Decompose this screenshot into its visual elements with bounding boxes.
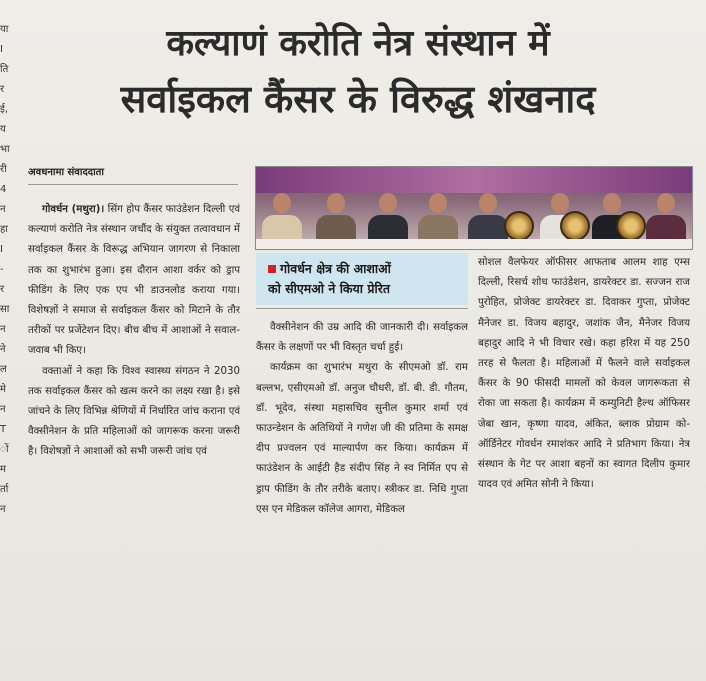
headline-line-2: सर्वाइकल कैंसर के विरुद्ध शंखनाद bbox=[120, 77, 596, 121]
fragment-text: ल bbox=[0, 364, 7, 375]
fragment-text: ति bbox=[0, 64, 9, 75]
adjacent-column-fragment bbox=[0, 20, 14, 660]
paragraph: वैक्सीनेशन की उम्र आदि की जानकारी दी। सर्वाइकल कैंसर के लक्षणों पर भी विस्तृत चर्चा हुई। bbox=[256, 322, 468, 354]
subheading-line-2: को सीएमओ ने किया प्रेरित bbox=[268, 281, 390, 296]
fragment-text: सा bbox=[0, 304, 10, 315]
subheading-box bbox=[256, 253, 468, 305]
fragment-text: या bbox=[0, 24, 9, 35]
fragment-text: र bbox=[0, 284, 5, 295]
fragment-text: री bbox=[0, 164, 7, 175]
event-photo bbox=[255, 166, 693, 250]
fragment-text: I bbox=[0, 44, 3, 55]
fragment-text: न bbox=[0, 404, 6, 415]
subheading-line-1: गोवर्धन क्षेत्र की आशाओं bbox=[280, 261, 391, 276]
award-plaque bbox=[560, 211, 590, 241]
stage-table bbox=[256, 239, 692, 249]
paragraph: सिंग होप कैंसर फाउंडेशन दिल्ली एवं कल्याणं करोति नेत्र संस्थान जचौंद के संयुक्त तत्वावधान में सर्वाइकल कैंसर के विरूद्ध अभियान जागरण से निकाला तक का शुभारंभ हुआ। इस दौरान आशा वर्कर को ड्राप फीडिंग के लिए एक एप भी डाउनलोड कराया गया। विशेषज्ञों ने समाज से सर्वाइकल कैंसर को मिटाने के तौर तरीकों पर प्रजेंटेशन दिए। बीच बीच में आशाओं ने सवाल-जवाब भी किए। bbox=[28, 204, 240, 357]
fragment-text: य bbox=[0, 124, 6, 135]
fragment-text: र्ता bbox=[0, 484, 9, 495]
paragraph: वक्ताओं ने कहा कि विश्व स्वास्थ्य संगठन ने 2030 तक सर्वाइकल कैंसर को खत्म करने का लक्ष्य रखा है। इसे जांचने के लिए विभिन्न श्रेणियों में निर्धारित जांच कराना एवं वैक्सीनेशन के प्रति महिलाओं को जागरूक करना जरूरी है। विशेषज्ञों ने आशाओं को सभी जरूरी जांच एवं bbox=[28, 365, 240, 458]
award-plaque bbox=[504, 211, 534, 241]
stage-banner bbox=[256, 167, 692, 193]
fragment-text: मे bbox=[0, 384, 6, 395]
fragment-text: T bbox=[0, 424, 7, 435]
fragment-text: ने bbox=[0, 344, 6, 355]
fragment-text: म bbox=[0, 464, 6, 475]
fragment-text: ई, bbox=[0, 104, 9, 115]
byline: अवधनामा संवाददाता bbox=[28, 164, 238, 185]
paragraph: सोशल वैलफेयर ऑफीसर आफताब आलम शाह एम्स दिल्ली, रिसर्च शोध फाउंडेशन, डायरेक्टर डा. सज्जन राज पुरोहित, प्रोजेक्ट डायरेक्टर डा. दिवाकर गुप्ता, प्रोजेक्ट मैनेजर डा. विजय बहादुर, जशांक जैन, मैनेजर विजय बहादुर आदि ने भी विचार रखे। कहा हरिश में यह 250 तरह से फैलता है। महिलाओं में फैलने वाले सर्वाइकल कैंसर के 90 फीसदी मामलों को केवल जागरूकता से रोका जा सकता है। कार्यक्रम में कम्युनिटी हैल्थ ऑफिसर जेबा खान, कृष्णा यादव, अंकित, ब्लाक प्रोग्राम को-ऑर्डिनेटर गोवर्धन रमाशंकर आदि ने प्रतिभाग किया। नेत्र संस्थान के गेट पर आशा बहनों का स्वागत दिलीप कुमार यादव एवं अमित सोनी ने किया। bbox=[478, 257, 690, 491]
fragment-text: न bbox=[0, 504, 6, 515]
article-column-1 bbox=[28, 200, 240, 670]
fragment-text: भा bbox=[0, 144, 10, 155]
fragment-text: न bbox=[0, 204, 6, 215]
fragment-text: ों bbox=[0, 444, 9, 455]
red-square-marker-icon bbox=[268, 265, 276, 273]
paragraph: कार्यक्रम का शुभारंभ मथुरा के सीएमओ डॉ. राम बल्लभ, एसीएमओ डॉ. अनुज चौधरी, डॉ. बी. डी. गौतम, डॉ. भूदेव, संस्था महासचिव सुनील कुमार शर्मा एवं फाउन्डेशन के अतिथियों ने गणेश जी की प्रतिमा के समक्ष दीप प्रज्वलन एवं माल्यार्पण कर किया। कार्यक्रम में फाउंडेशन के आईटी हैड संदीप सिंह ने स्व निर्मित एप से ड्राप फीडिंग के तौर तरीके बताए। स्त्रीकर डा. निधि गुप्ता एस एन मेडिकल कॉलेज आगरा, मेडिकल bbox=[256, 362, 468, 515]
award-plaque bbox=[616, 211, 646, 241]
dateline: गोवर्धन (मथुरा)। bbox=[42, 204, 105, 215]
fragment-text: 4 bbox=[0, 184, 7, 195]
divider bbox=[256, 308, 468, 309]
article-column-3 bbox=[478, 253, 690, 673]
fragment-text: न bbox=[0, 324, 6, 335]
fragment-text: र bbox=[0, 84, 5, 95]
fragment-text: I bbox=[0, 244, 3, 255]
headline bbox=[18, 18, 698, 128]
headline-line-1: कल्याणं करोति नेत्र संस्थान में bbox=[166, 23, 550, 64]
fragment-text: - bbox=[0, 264, 4, 275]
fragment-text: हा bbox=[0, 224, 8, 235]
article-column-2 bbox=[256, 318, 468, 670]
